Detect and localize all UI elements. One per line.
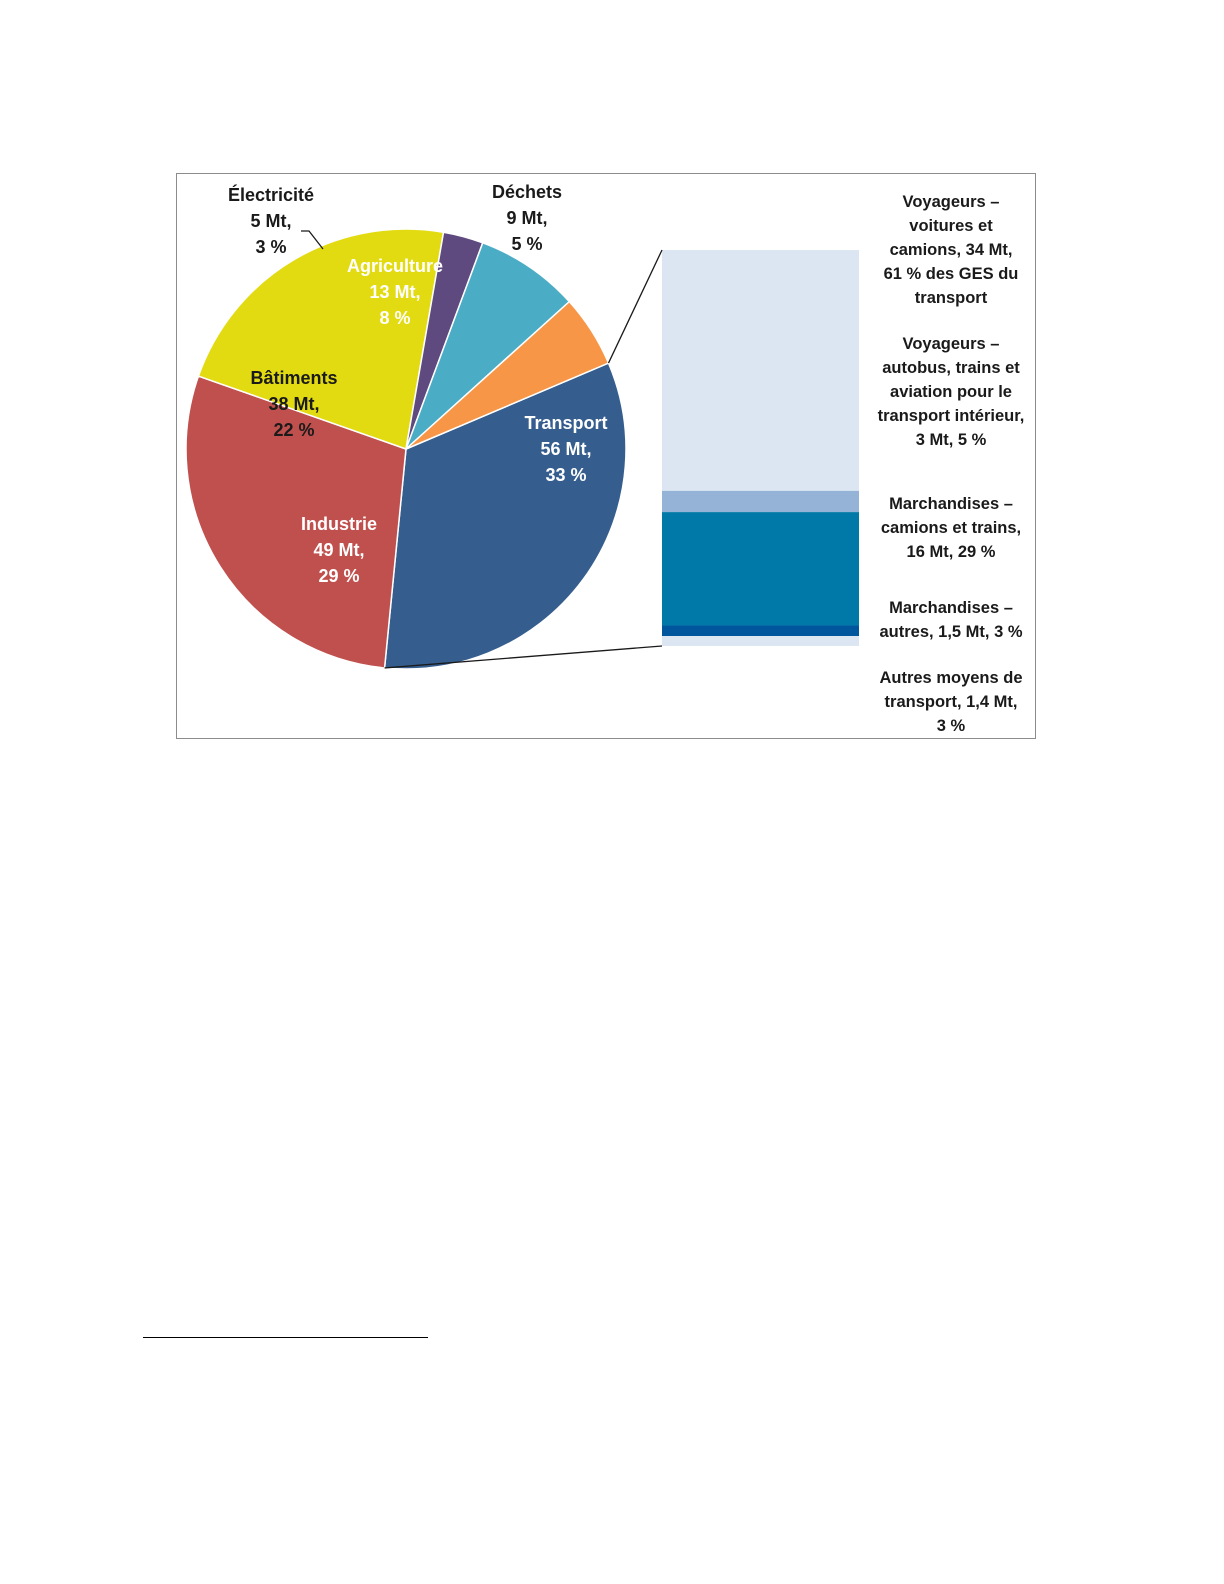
breakdown-label-1-line: camions, 34 Mt, — [889, 241, 1013, 259]
slice-label-dechets-line: Déchets — [491, 182, 563, 202]
slice-label-batiments-line: Bâtiments — [250, 368, 338, 388]
slice-label-industrie-line: 29 % — [318, 566, 360, 586]
slice-label-electricite-line: Électricité — [227, 185, 315, 205]
slice-label-dechets-line: 9 Mt, — [506, 208, 548, 228]
slice-label-transport-line: Transport — [524, 413, 608, 433]
breakdown-bar-segment-3 — [662, 512, 859, 625]
breakdown-label-3 — [881, 495, 1021, 561]
pie-of-bar-chart — [177, 174, 1035, 738]
slice-label-batiments-line: 22 % — [273, 420, 315, 440]
breakdown-label-2-line: Voyageurs – — [902, 335, 1000, 353]
breakdown-label-1 — [884, 193, 1019, 307]
slice-label-transport-line: 33 % — [545, 465, 587, 485]
breakdown-label-2-line: transport intérieur, — [877, 407, 1025, 425]
slice-label-electricite — [228, 184, 314, 257]
breakdown-label-5 — [879, 669, 1022, 735]
breakdown-label-2 — [878, 335, 1025, 449]
connector-line-top — [609, 250, 662, 363]
breakdown-label-5-line: Autres moyens de — [879, 669, 1023, 687]
breakdown-label-2-line: 3 Mt, 5 % — [915, 431, 987, 449]
slice-label-industrie-line: 49 Mt, — [313, 540, 365, 560]
chart-frame — [176, 173, 1036, 739]
slice-label-agriculture-line: Agriculture — [346, 256, 444, 276]
slice-label-dechets-line: 5 % — [511, 234, 543, 254]
breakdown-label-2-line: autobus, trains et — [882, 359, 1020, 377]
slice-label-agriculture-line: 13 Mt, — [369, 282, 421, 302]
slice-label-dechets — [492, 182, 562, 254]
breakdown-label-4-line: autres, 1,5 Mt, 3 % — [879, 623, 1023, 641]
breakdown-label-4 — [879, 599, 1022, 641]
breakdown-label-2-line: aviation pour le — [890, 383, 1012, 401]
breakdown-label-1-line: Voyageurs – — [902, 193, 1000, 211]
breakdown-label-1-line: voitures et — [909, 217, 993, 235]
breakdown-bar-segment-2 — [662, 491, 859, 512]
slice-label-transport-line: 56 Mt, — [540, 439, 592, 459]
breakdown-label-3-line: camions et trains, — [880, 519, 1022, 537]
footnote-separator — [143, 1337, 428, 1338]
breakdown-label-5-line: 3 % — [936, 717, 966, 735]
breakdown-bar-segment-5 — [662, 636, 859, 646]
breakdown-label-3-line: Marchandises – — [889, 495, 1013, 513]
breakdown-label-1-line: 61 % des GES du — [883, 265, 1019, 283]
breakdown-bar-segment-1 — [662, 250, 859, 491]
breakdown-label-3-line: 16 Mt, 29 % — [906, 543, 996, 561]
breakdown-bar-segment-4 — [662, 625, 859, 636]
breakdown-label-5-line: transport, 1,4 Mt, — [884, 693, 1018, 711]
breakdown-label-1-line: transport — [914, 289, 988, 307]
slice-label-industrie-line: Industrie — [300, 514, 378, 534]
slice-label-batiments-line: 38 Mt, — [268, 394, 320, 414]
breakdown-label-4-line: Marchandises – — [889, 599, 1013, 617]
slice-label-electricite-line: 5 Mt, — [250, 211, 292, 231]
slice-label-electricite-line: 3 % — [255, 237, 287, 257]
slice-label-agriculture-line: 8 % — [379, 308, 411, 328]
